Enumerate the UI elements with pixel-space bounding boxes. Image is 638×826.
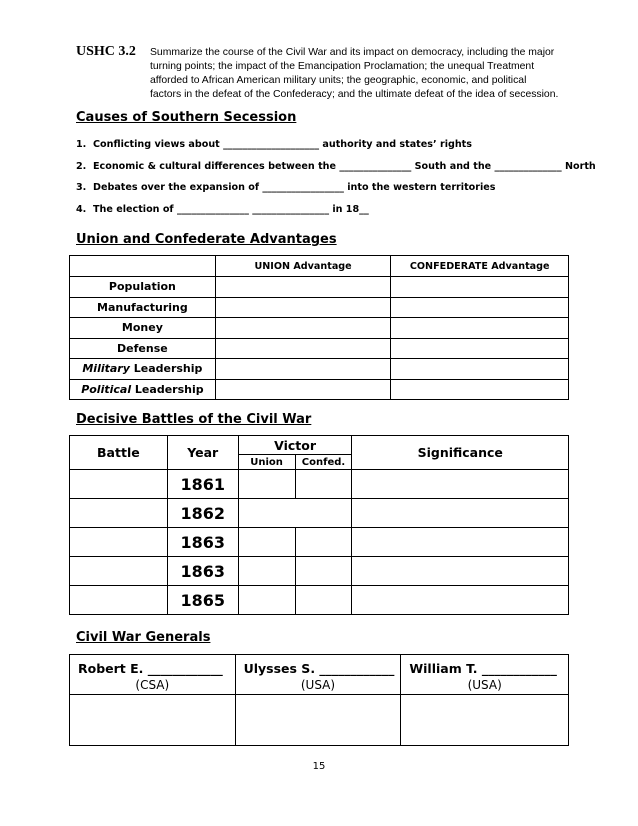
- confed-cell[interactable]: [391, 359, 569, 380]
- significance-header: Significance: [352, 436, 569, 470]
- general-side: (USA): [467, 678, 502, 692]
- standard-line: turning points; the impact of the Emancipation Proclamation; the unequal Treatment: [150, 61, 535, 72]
- row-label-population: Population: [70, 277, 216, 298]
- victor-cell-merged[interactable]: [238, 499, 352, 528]
- general-cell-sherman: [401, 655, 569, 695]
- battle-cell[interactable]: [70, 470, 168, 499]
- cause-item-2: 2. Economic & cultural differences between the _______________ South and the ______________ North: [76, 161, 596, 172]
- year-cell: 1863: [167, 557, 238, 586]
- table-row: [70, 338, 569, 359]
- leadership-label: Leadership: [129, 362, 203, 376]
- significance-cell[interactable]: [352, 557, 569, 586]
- union-victor-cell[interactable]: [238, 470, 295, 499]
- general-cell-grant: [235, 655, 401, 695]
- union-cell[interactable]: [215, 297, 391, 318]
- table-row: [70, 528, 569, 557]
- advantages-heading: Union and Confederate Advantages: [76, 232, 337, 247]
- union-cell[interactable]: [215, 379, 391, 400]
- union-cell[interactable]: [215, 338, 391, 359]
- confed-victor-cell[interactable]: [295, 528, 352, 557]
- cause-item-3: 3. Debates over the expansion of _________________ into the western territories: [76, 182, 496, 193]
- confederate-advantage-header: CONFEDERATE Advantage: [391, 256, 569, 277]
- union-victor-cell[interactable]: [238, 528, 295, 557]
- military-em: Military: [82, 362, 130, 376]
- table-row: [70, 297, 569, 318]
- confed-cell[interactable]: [391, 318, 569, 339]
- year-cell: 1861: [167, 470, 238, 499]
- table-row: [70, 277, 569, 298]
- union-cell[interactable]: [215, 318, 391, 339]
- table-row: [70, 470, 569, 499]
- row-label-money: Money: [70, 318, 216, 339]
- advantages-table: [69, 255, 569, 400]
- row-label-manufacturing: Manufacturing: [70, 297, 216, 318]
- victor-header: Victor: [238, 436, 352, 455]
- general-cell-lee: [70, 655, 236, 695]
- battle-cell[interactable]: [70, 586, 168, 615]
- general-name: William T. ____________: [409, 661, 557, 676]
- confed-subheader: Confed.: [295, 455, 352, 470]
- significance-cell[interactable]: [352, 470, 569, 499]
- union-cell[interactable]: [215, 359, 391, 380]
- general-notes-cell[interactable]: [70, 695, 236, 746]
- standard-line: afforded to African American military units; the geographic, economic, and political: [150, 75, 527, 86]
- battles-heading: Decisive Battles of the Civil War: [76, 412, 312, 427]
- standard-line: Summarize the course of the Civil War and its impact on democracy, including the major: [150, 47, 555, 58]
- general-name: Robert E. ____________: [78, 661, 223, 676]
- significance-cell[interactable]: [352, 586, 569, 615]
- union-victor-cell[interactable]: [238, 586, 295, 615]
- table-row: [70, 586, 569, 615]
- standard-line: factors in the defeat of the Confederacy; and the ultimate defeat of the idea of secession.: [150, 89, 559, 100]
- confed-victor-cell[interactable]: [295, 470, 352, 499]
- confed-victor-cell[interactable]: [295, 557, 352, 586]
- significance-cell[interactable]: [352, 499, 569, 528]
- causes-heading: Causes of Southern Secession: [76, 110, 297, 125]
- union-cell[interactable]: [215, 277, 391, 298]
- year-cell: 1862: [167, 499, 238, 528]
- year-cell: 1865: [167, 586, 238, 615]
- table-row: [70, 359, 569, 380]
- battle-cell[interactable]: [70, 499, 168, 528]
- row-label-military-leadership: [70, 359, 216, 380]
- confed-cell[interactable]: [391, 277, 569, 298]
- union-victor-cell[interactable]: [238, 557, 295, 586]
- table-row: [70, 379, 569, 400]
- table-row: [70, 557, 569, 586]
- general-side: (USA): [300, 678, 336, 692]
- battle-cell[interactable]: [70, 557, 168, 586]
- year-cell: 1863: [167, 528, 238, 557]
- general-name: Ulysses S. ____________: [243, 661, 395, 676]
- advantages-blank-header: [70, 256, 216, 277]
- cause-item-4: 4. The election of _______________ ________________ in 18__: [76, 204, 369, 215]
- general-notes-cell[interactable]: [235, 695, 401, 746]
- political-em: Political: [81, 382, 132, 396]
- battles-table: [69, 435, 569, 615]
- general-notes-cell[interactable]: [401, 695, 569, 746]
- generals-table: [69, 654, 569, 746]
- leadership-label: Leadership: [131, 382, 204, 396]
- generals-heading: Civil War Generals: [76, 630, 211, 645]
- standard-code: USHC 3.2: [76, 44, 136, 59]
- confed-victor-cell[interactable]: [295, 586, 352, 615]
- confed-cell[interactable]: [391, 297, 569, 318]
- year-header: Year: [167, 436, 238, 470]
- page-number: 15: [312, 761, 326, 772]
- row-label-political-leadership: [70, 379, 216, 400]
- union-subheader: Union: [238, 455, 295, 470]
- confed-cell[interactable]: [391, 338, 569, 359]
- battle-cell[interactable]: [70, 528, 168, 557]
- table-row: [70, 318, 569, 339]
- union-advantage-header: UNION Advantage: [215, 256, 391, 277]
- standard-description: [150, 46, 570, 102]
- battle-header: Battle: [70, 436, 168, 470]
- table-row: [70, 499, 569, 528]
- confed-cell[interactable]: [391, 379, 569, 400]
- significance-cell[interactable]: [352, 528, 569, 557]
- row-label-defense: Defense: [70, 338, 216, 359]
- cause-item-1: 1. Conflicting views about ____________________ authority and states’ rights: [76, 139, 472, 150]
- general-side: (CSA): [135, 678, 170, 692]
